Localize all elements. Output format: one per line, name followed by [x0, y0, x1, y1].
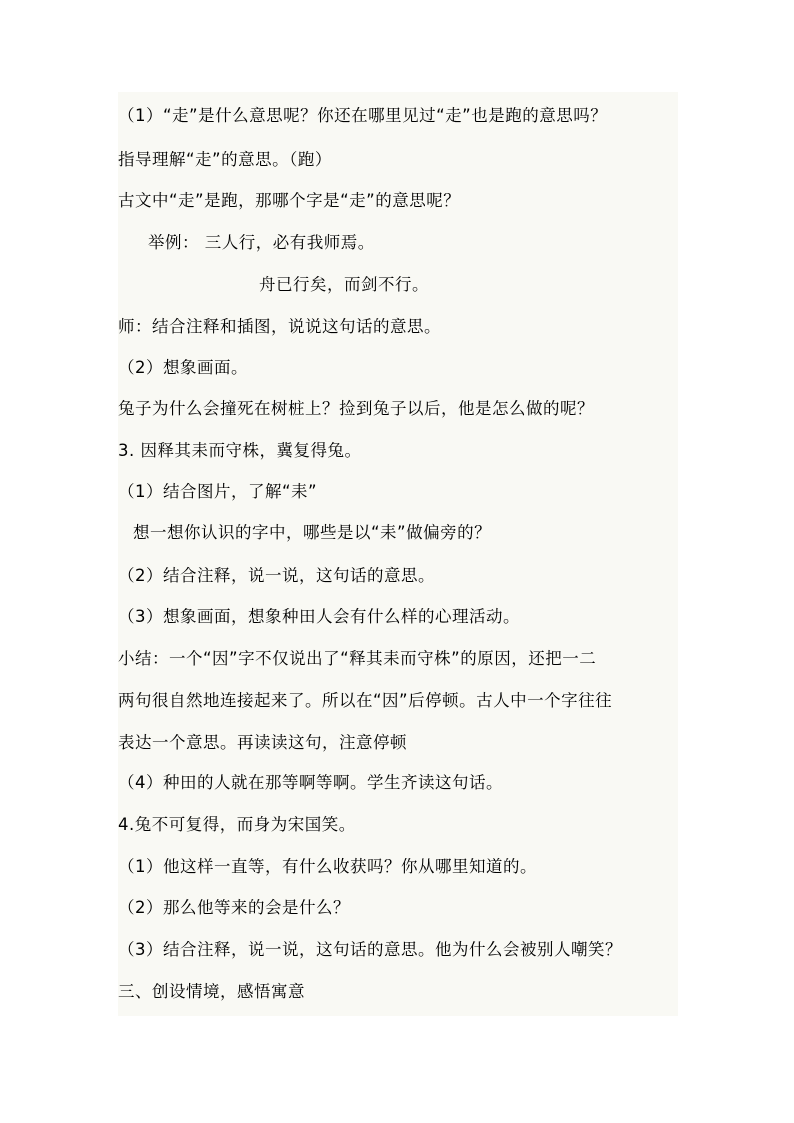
text-line: （2）想象画面。 — [118, 358, 248, 377]
text-line: 3. 因释其耒而守株，冀复得兔。 — [118, 441, 362, 460]
text-line: 表达一个意思。再读读这句，注意停顿 — [118, 733, 407, 752]
text-line: （1）他这样一直等，有什么收获吗？你从哪里知道的。 — [118, 857, 537, 876]
text-line: 4.兔不可复得，而身为宋国笑。 — [118, 815, 356, 834]
text-line: 举例： 三人行，必有我师焉。 — [148, 233, 375, 252]
text-line: 舟已行矣，而剑不行。 — [259, 275, 429, 294]
text-line: 小结：一个“因”字不仅说出了“释其耒而守株”的原因，还把一二 — [118, 649, 597, 668]
text-line: 古文中“走”是跑，那哪个字是“走”的意思呢？ — [118, 191, 461, 210]
text-line: （2）结合注释，说一说，这句话的意思。 — [118, 566, 435, 585]
text-line: 想一想你认识的字中，哪些是以“耒”做偏旁的？ — [133, 523, 492, 542]
text-line: 兔子为什么会撞死在树桩上？捡到兔子以后，他是怎么做的呢？ — [118, 399, 594, 418]
text-line: 三、创设情境，感悟寓意 — [118, 982, 305, 1001]
text-line: （1）结合图片，了解“耒” — [118, 482, 318, 501]
text-line: （3）想象画面，想象种田人会有什么样的心理活动。 — [118, 607, 520, 626]
text-line: （3）结合注释，说一说，这句话的意思。他为什么会被别人嘲笑？ — [118, 940, 622, 959]
text-line: （2）那么他等来的会是什么？ — [118, 898, 350, 917]
text-line: 师：结合注释和插图，说说这句话的意思。 — [118, 317, 441, 336]
text-line: 指导理解“走”的意思。（跑） — [118, 150, 332, 169]
text-line: 两句很自然地连接起来了。所以在“因”后停顿。古人中一个字往往 — [118, 691, 613, 710]
text-line: （1）“走”是什么意思呢？你还在哪里见过“走”也是跑的意思吗？ — [118, 106, 608, 125]
text-line: （4）种田的人就在那等啊等啊。学生齐读这句话。 — [118, 773, 503, 792]
